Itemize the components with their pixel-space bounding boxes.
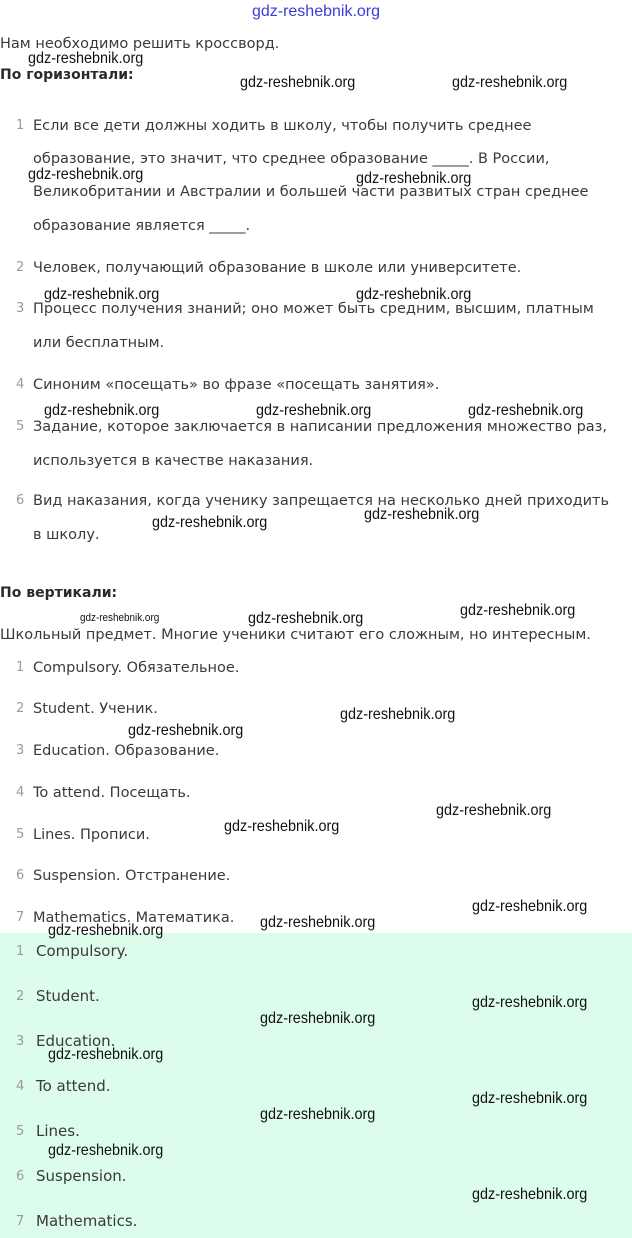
clue-line: Если все дети должны ходить в школу, чтобы получить среднее [33, 118, 532, 134]
answer-number: 4 [16, 1079, 25, 1094]
watermark: gdz-reshebnik.org [128, 722, 244, 739]
clue-line: Процесс получения знаний; оно может быть средним, высшим, платным [33, 301, 594, 317]
answer-item: Lines. [36, 1122, 80, 1140]
watermark: gdz-reshebnik.org [472, 994, 588, 1011]
vertical-item: Compulsory. Обязательное. [33, 660, 240, 676]
clue-line: или бесплатным. [33, 335, 165, 351]
watermark: gdz-reshebnik.org [364, 506, 480, 523]
clue-line: Великобритании и Австралии и большей части развитых стран среднее [33, 184, 589, 200]
answer-item: Education. [36, 1032, 116, 1050]
item-number: 6 [16, 868, 25, 883]
clue-line: Человек, получающий образование в школе или университете. [33, 260, 522, 276]
vertical-item: Student. Ученик. [33, 701, 158, 717]
watermark: gdz-reshebnik.org [260, 1106, 376, 1123]
item-number: 3 [16, 743, 25, 758]
watermark: gdz-reshebnik.org [44, 286, 160, 303]
item-number: 1 [16, 118, 25, 133]
vertical-item: Education. Образование. [33, 743, 220, 759]
clue-line: образование является _____. [33, 218, 251, 234]
item-number: 5 [16, 419, 25, 434]
watermark: gdz-reshebnik.org [256, 402, 372, 419]
answer-number: 6 [16, 1169, 25, 1184]
answer-number: 2 [16, 989, 25, 1004]
watermark: gdz-reshebnik.org [28, 50, 144, 67]
watermark: gdz-reshebnik.org [356, 170, 472, 187]
clue-line: используется в качестве наказания. [33, 453, 314, 469]
watermark: gdz-reshebnik.org [152, 514, 268, 531]
item-number: 2 [16, 260, 25, 275]
answer-item: Compulsory. [36, 942, 129, 960]
watermark: gdz-reshebnik.org [436, 802, 552, 819]
watermark: gdz-reshebnik.org [468, 402, 584, 419]
watermark: gdz-reshebnik.org [472, 1090, 588, 1107]
answer-item: Suspension. [36, 1167, 127, 1185]
watermark: gdz-reshebnik.org [340, 706, 456, 723]
item-number: 2 [16, 701, 25, 716]
vertical-item: To attend. Посещать. [33, 785, 191, 801]
item-number: 5 [16, 827, 25, 842]
watermark: gdz-reshebnik.org [48, 1046, 164, 1063]
watermark: gdz-reshebnik.org [224, 818, 340, 835]
watermark: gdz-reshebnik.org [240, 74, 356, 91]
clue-line: образование, это значит, что среднее образование _____. В России, [33, 151, 550, 167]
clue-line: Задание, которое заключается в написании предложения множество раз, [33, 419, 607, 435]
vertical-clue: Школьный предмет. Многие ученики считают его сложным, но интересным. [0, 627, 591, 643]
watermark: gdz-reshebnik.org [248, 610, 364, 627]
clue-line: Синоним «посещать» во фразе «посещать занятия». [33, 377, 440, 393]
watermark: gdz-reshebnik.org [356, 286, 472, 303]
watermark: gdz-reshebnik.org [48, 922, 164, 939]
item-number: 1 [16, 660, 25, 675]
watermark: gdz-reshebnik.org [460, 602, 576, 619]
answer-item: To attend. [36, 1077, 111, 1095]
clue-line: Вид наказания, когда ученику запрещается на несколько дней приходить [33, 493, 610, 509]
answer-number: 1 [16, 944, 25, 959]
watermark: gdz-reshebnik.org [452, 74, 568, 91]
vertical-item: Lines. Прописи. [33, 827, 150, 843]
answer-item: Mathematics. [36, 1212, 138, 1230]
vertical-item: Suspension. Отстранение. [33, 868, 231, 884]
item-number: 4 [16, 377, 25, 392]
watermark: gdz-reshebnik.org [80, 612, 160, 624]
item-number: 4 [16, 785, 25, 800]
answer-number: 5 [16, 1124, 25, 1139]
vertical-heading: По вертикали: [0, 585, 118, 601]
watermark: gdz-reshebnik.org [260, 914, 376, 931]
item-number: 6 [16, 493, 25, 508]
watermark: gdz-reshebnik.org [48, 1142, 164, 1159]
item-number: 3 [16, 301, 25, 316]
watermark: gdz-reshebnik.org [28, 166, 144, 183]
item-number: 7 [16, 910, 25, 925]
horizontal-heading: По горизонтали: [0, 67, 134, 83]
clue-line: в школу. [33, 527, 100, 543]
answer-number: 7 [16, 1214, 25, 1229]
watermark: gdz-reshebnik.org [260, 1010, 376, 1027]
watermark: gdz-reshebnik.org [44, 402, 160, 419]
vertical-item: Mathematics. Математика. [33, 910, 235, 926]
watermark: gdz-reshebnik.org [472, 898, 588, 915]
answer-number: 3 [16, 1034, 25, 1049]
watermark: gdz-reshebnik.org [472, 1186, 588, 1203]
top-watermark: gdz-reshebnik.org [251, 3, 381, 20]
answer-item: Student. [36, 987, 100, 1005]
intro-text: Нам необходимо решить кроссворд. [0, 36, 280, 52]
